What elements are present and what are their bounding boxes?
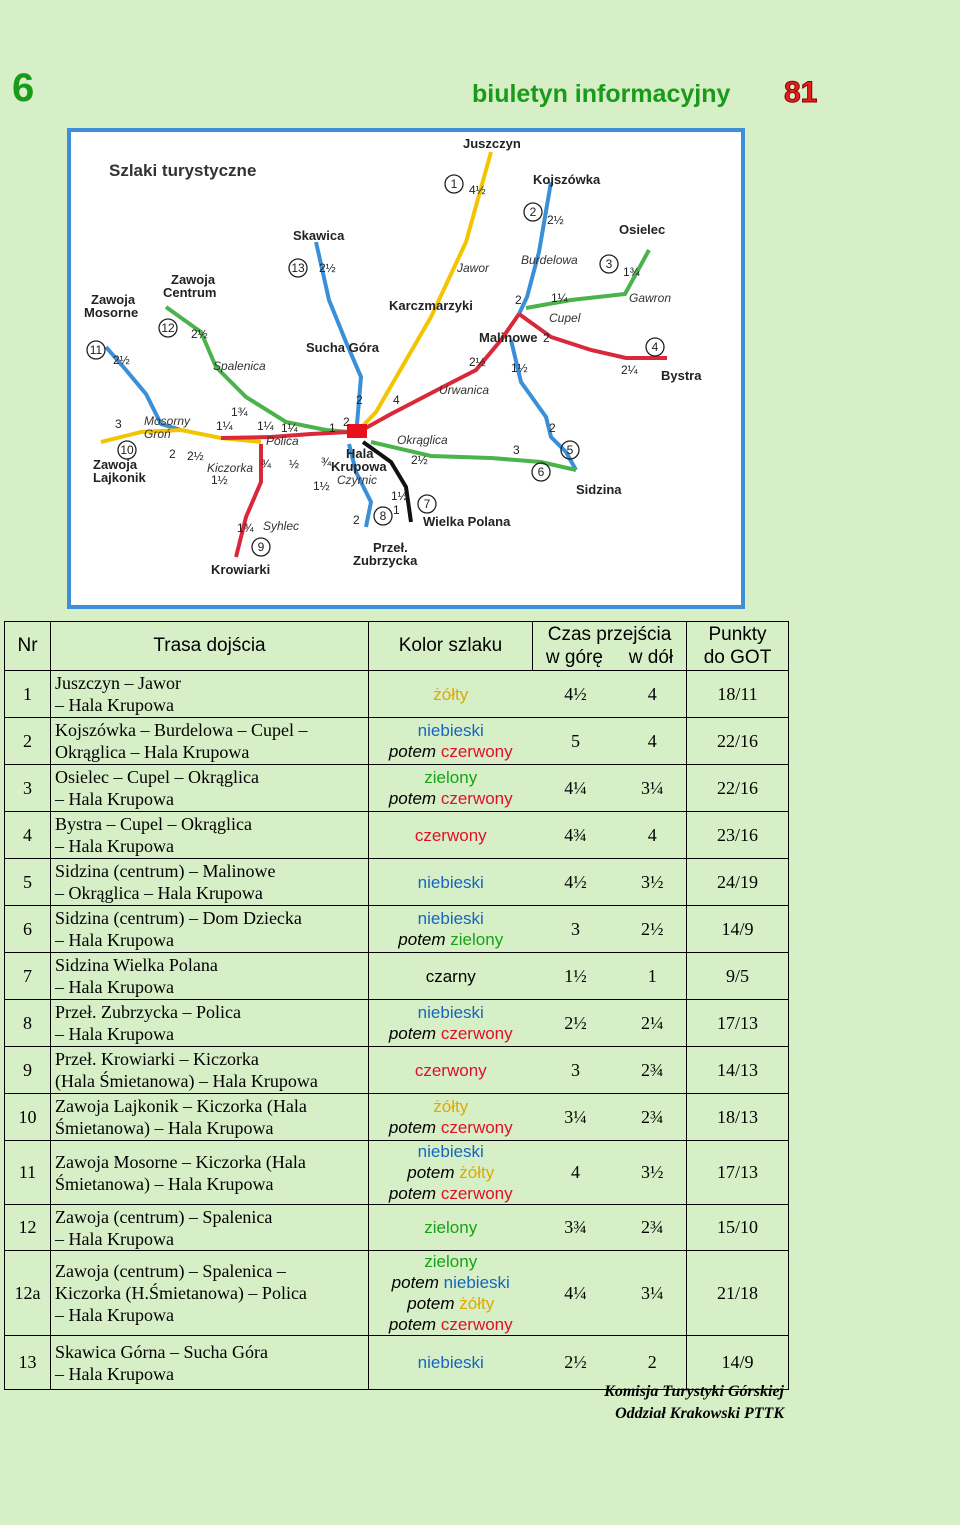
route-cell xyxy=(51,718,369,765)
trail-color-cell xyxy=(369,812,533,859)
map-marker-11: 11 xyxy=(89,343,103,357)
row-number: 8 xyxy=(5,1000,51,1047)
trail-color-name: czarny xyxy=(425,966,476,986)
map-time: 2½ xyxy=(187,449,204,463)
row-number: 7 xyxy=(5,953,51,1000)
trail-color-name: zielony xyxy=(450,930,504,949)
place-osielec: Osielec xyxy=(619,222,666,237)
place-bystra: Bystra xyxy=(661,368,702,383)
time-down: 3¼ xyxy=(619,1251,687,1336)
header-points-2: do GOT xyxy=(703,647,772,668)
time-down: 2¾ xyxy=(619,1094,687,1141)
map-marker-7: 7 xyxy=(423,497,431,511)
map-time: 1 xyxy=(329,421,336,435)
route-cell xyxy=(51,1336,369,1390)
row-number: 2 xyxy=(5,718,51,765)
route-line: Sidzina (centrum) – Malinowe xyxy=(55,861,276,881)
route-cell xyxy=(51,765,369,812)
place-kiczorka: Kiczorka xyxy=(207,461,254,475)
trail-color-entry xyxy=(369,1352,533,1373)
trail-color-entry xyxy=(369,966,533,987)
header-up: w górę xyxy=(545,647,603,668)
got-points: 21/18 xyxy=(687,1251,789,1336)
map-time: 1¼ xyxy=(257,419,274,433)
time-up: 4¼ xyxy=(533,765,619,812)
map-time: 1½ xyxy=(313,479,330,493)
header-nr: Nr xyxy=(5,622,51,671)
table-row xyxy=(5,1205,789,1251)
map-marker-13: 13 xyxy=(291,261,305,275)
map-time: 1½ xyxy=(211,473,228,487)
place-zawoja-mosorne-1: Zawoja xyxy=(91,292,136,307)
time-up: 3¼ xyxy=(533,1094,619,1141)
trail-color-name: niebieski xyxy=(417,909,484,928)
map-marker-10: 10 xyxy=(120,443,134,457)
header-points-1: Punkty xyxy=(708,624,767,645)
row-number: 9 xyxy=(5,1047,51,1094)
then-label: potem xyxy=(407,1294,460,1313)
place-jawor: Jawor xyxy=(457,261,490,275)
route-line: (Hala Śmietanowa) – Hala Krupowa xyxy=(55,1071,318,1091)
then-label: potem xyxy=(398,930,451,949)
trail-color-name: niebieski xyxy=(417,721,484,740)
trail-color-entry xyxy=(369,825,533,846)
header-down: w dół xyxy=(628,647,674,668)
table-row xyxy=(5,906,789,953)
got-points: 15/10 xyxy=(687,1205,789,1251)
trail-color-entry xyxy=(369,767,533,788)
place-okraglica: Okrąglica xyxy=(397,433,448,447)
place-juszczyn: Juszczyn xyxy=(463,136,521,151)
trail-map-graphic xyxy=(71,132,741,605)
trail-map xyxy=(67,128,745,609)
table-row xyxy=(5,1094,789,1141)
got-points: 18/11 xyxy=(687,671,789,718)
row-number: 4 xyxy=(5,812,51,859)
map-marker-2: 2 xyxy=(529,205,537,219)
route-line: Sidzina (centrum) – Dom Dziecka xyxy=(55,908,302,928)
trail-color-cell xyxy=(369,953,533,1000)
issue-number: 81 xyxy=(784,76,818,109)
footer-line-2: Oddział Krakowski PTTK xyxy=(615,1405,784,1422)
trail-color-cell xyxy=(369,765,533,812)
route-line: Skawica Górna – Sucha Góra xyxy=(55,1341,268,1362)
table-row xyxy=(5,1000,789,1047)
trail-color-name: niebieski xyxy=(417,1142,484,1161)
map-marker-4: 4 xyxy=(651,340,659,354)
place-czyrnic: Czyrnic xyxy=(337,473,378,487)
trail-red-bystra xyxy=(519,314,667,358)
got-points: 14/9 xyxy=(687,1336,789,1390)
trail-color-name: czerwony xyxy=(440,742,513,761)
then-label: potem xyxy=(388,1315,441,1334)
then-label: potem xyxy=(388,1118,441,1137)
route-line: – Hala Krupowa xyxy=(55,789,174,809)
trail-color-entry xyxy=(369,1293,533,1314)
map-time: 2½ xyxy=(191,327,208,341)
time-up: 2½ xyxy=(533,1336,619,1390)
header-points xyxy=(687,622,789,671)
map-time: 1¼ xyxy=(551,291,568,305)
map-marker-6: 6 xyxy=(537,465,545,479)
route-line: Zawoja Lajkonik – Kiczorka (Hala xyxy=(55,1096,307,1116)
map-time: ¾ xyxy=(321,455,332,469)
trail-color-entry xyxy=(369,872,533,893)
route-cell xyxy=(51,1000,369,1047)
route-cell xyxy=(51,1141,369,1205)
map-time: 2 xyxy=(515,293,522,307)
trail-color-cell xyxy=(369,906,533,953)
table-row xyxy=(5,859,789,906)
table-row xyxy=(5,1141,789,1205)
time-up: 3 xyxy=(533,906,619,953)
map-time: 2 xyxy=(343,415,350,429)
trail-color-name: zielony xyxy=(424,768,478,787)
place-przel-zubrzycka-2: Zubrzycka xyxy=(353,553,418,568)
place-cupel: Cupel xyxy=(549,311,581,325)
trail-color-cell xyxy=(369,859,533,906)
trail-color-name: czerwony xyxy=(440,1024,513,1043)
map-marker-12: 12 xyxy=(161,321,175,335)
trail-color-cell xyxy=(369,718,533,765)
trail-color-entry xyxy=(369,1217,533,1238)
trail-color-entry xyxy=(369,1060,533,1081)
table-row xyxy=(5,765,789,812)
header-route: Trasa dojścia xyxy=(51,622,369,671)
trail-color-cell xyxy=(369,1251,533,1336)
time-down: 3¼ xyxy=(619,765,687,812)
header-time xyxy=(533,622,687,671)
place-skawica: Skawica xyxy=(293,228,345,243)
route-line: – Hala Krupowa xyxy=(55,695,174,715)
table-row xyxy=(5,671,789,718)
trail-color-name: niebieski xyxy=(443,1273,510,1292)
table-row xyxy=(5,1047,789,1094)
trail-color-name: niebieski xyxy=(417,1003,484,1022)
got-points: 17/13 xyxy=(687,1000,789,1047)
place-sidzina: Sidzina xyxy=(576,482,622,497)
trail-color-name: niebieski xyxy=(417,872,484,892)
place-spalenica: Spalenica xyxy=(213,359,266,373)
map-time: 1¼ xyxy=(216,419,233,433)
trail-color-cell xyxy=(369,1094,533,1141)
trail-color-entry xyxy=(369,1117,533,1138)
got-points: 22/16 xyxy=(687,718,789,765)
map-time: 1¾ xyxy=(623,265,640,279)
map-time: 2½ xyxy=(547,213,564,227)
map-time: 2½ xyxy=(319,261,336,275)
trail-color-name: czerwony xyxy=(440,1118,513,1137)
place-zawoja-mosorne-2: Mosorne xyxy=(84,305,139,320)
trail-color-name: czerwony xyxy=(440,1315,513,1334)
route-cell xyxy=(51,859,369,906)
trail-color-name: czerwony xyxy=(440,789,513,808)
bulletin-title: biuletyn informacyjny xyxy=(472,80,731,108)
then-label: potem xyxy=(388,1024,441,1043)
time-up: 4 xyxy=(533,1141,619,1205)
trail-color-entry xyxy=(369,1162,533,1183)
time-down: 4 xyxy=(619,671,687,718)
table-row xyxy=(5,953,789,1000)
place-mosorny-1: Mosorny xyxy=(144,414,191,428)
route-line: Zawoja (centrum) – Spalenica xyxy=(55,1206,273,1227)
trail-color-name: niebieski xyxy=(417,1353,484,1372)
then-label: potem xyxy=(388,1184,441,1203)
trail-color-entry xyxy=(369,1002,533,1023)
trail-color-name: żółty xyxy=(459,1294,495,1313)
trail-color-name: czerwony xyxy=(414,1060,487,1080)
route-cell xyxy=(51,671,369,718)
got-points: 22/16 xyxy=(687,765,789,812)
got-points: 14/9 xyxy=(687,906,789,953)
route-line: Zawoja (centrum) – Spalenica – xyxy=(55,1261,286,1281)
map-time: 2½ xyxy=(469,355,486,369)
time-down: 2 xyxy=(619,1336,687,1390)
map-time: 1¾ xyxy=(237,521,254,535)
time-up: 2½ xyxy=(533,1000,619,1047)
got-points: 24/19 xyxy=(687,859,789,906)
place-zawoja-lajkonik-1: Zawoja xyxy=(93,457,138,472)
trail-color-entry xyxy=(369,1023,533,1044)
map-time: 2½ xyxy=(113,353,130,367)
trail-color-cell xyxy=(369,1141,533,1205)
place-wielka-polana: Wielka Polana xyxy=(423,514,511,529)
route-cell xyxy=(51,1205,369,1251)
place-kojszowka: Kojszówka xyxy=(533,172,601,187)
route-line: – Hala Krupowa xyxy=(55,1363,174,1384)
route-line: Kiczorka (H.Śmietanowa) – Polica xyxy=(55,1283,307,1303)
place-hala-krupowa-2: Krupowa xyxy=(331,459,387,474)
route-line: Śmietanowa) – Hala Krupowa xyxy=(55,1118,274,1138)
map-time: 1 xyxy=(393,503,400,517)
row-number: 5 xyxy=(5,859,51,906)
table-row xyxy=(5,812,789,859)
place-zawoja-centrum-2: Centrum xyxy=(163,285,217,300)
time-down: 2¼ xyxy=(619,1000,687,1047)
map-time: ¾ xyxy=(261,457,272,471)
trail-color-entry xyxy=(369,908,533,929)
route-line: – Hala Krupowa xyxy=(55,836,174,856)
time-down: 2¾ xyxy=(619,1205,687,1251)
trail-color-name: żółty xyxy=(433,1097,469,1116)
then-label: potem xyxy=(407,1163,460,1182)
time-up: 1½ xyxy=(533,953,619,1000)
place-zawoja-centrum-1: Zawoja xyxy=(171,272,216,287)
trail-color-entry xyxy=(369,929,533,950)
row-number: 11 xyxy=(5,1141,51,1205)
time-up: 4½ xyxy=(533,671,619,718)
route-line: Osielec – Cupel – Okrąglica xyxy=(55,767,259,787)
map-time: 1¼ xyxy=(281,421,298,435)
trail-color-entry xyxy=(369,1183,533,1204)
trail-color-cell xyxy=(369,1000,533,1047)
trail-color-cell xyxy=(369,1205,533,1251)
trail-color-name: zielony xyxy=(424,1252,478,1271)
route-cell xyxy=(51,953,369,1000)
place-przel-zubrzycka-1: Przeł. xyxy=(373,540,408,555)
route-line: Sidzina Wielka Polana xyxy=(55,955,218,975)
map-time: 2 xyxy=(353,513,360,527)
time-up: 3 xyxy=(533,1047,619,1094)
map-marker-8: 8 xyxy=(379,509,387,523)
trail-color-name: czerwony xyxy=(414,825,487,845)
header-color: Kolor szlaku xyxy=(369,622,533,671)
trail-color-entry xyxy=(369,684,533,705)
map-time: 2 xyxy=(169,447,176,461)
route-line: – Okrąglica – Hala Krupowa xyxy=(55,883,263,903)
time-up: 4¾ xyxy=(533,812,619,859)
row-number: 12 xyxy=(5,1205,51,1251)
page-number: 6 xyxy=(12,66,35,110)
route-cell xyxy=(51,1094,369,1141)
map-time: 3 xyxy=(513,443,520,457)
route-line: – Hala Krupowa xyxy=(55,977,174,997)
row-number: 1 xyxy=(5,671,51,718)
trail-color-entry xyxy=(369,1272,533,1293)
place-syhlec: Syhlec xyxy=(263,519,300,533)
route-line: Przeł. Zubrzycka – Polica xyxy=(55,1002,241,1022)
time-down: 1 xyxy=(619,953,687,1000)
map-time: 2 xyxy=(543,331,550,345)
place-gawron: Gawron xyxy=(629,291,672,305)
map-time: 1½ xyxy=(511,361,528,375)
trail-table xyxy=(4,621,789,1390)
map-time: ½ xyxy=(289,457,300,471)
then-label: potem xyxy=(388,789,441,808)
place-malinowe: Malinowe xyxy=(479,330,538,345)
place-zawoja-lajkonik-2: Lajkonik xyxy=(93,470,146,485)
footer-credit xyxy=(560,1381,784,1425)
place-hala-krupowa-1: Hala xyxy=(346,446,374,461)
map-marker-3: 3 xyxy=(605,257,613,271)
time-down: 2¾ xyxy=(619,1047,687,1094)
route-line: Juszczyn – Jawor xyxy=(55,673,181,693)
place-urwanica: Urwanica xyxy=(439,383,490,397)
trail-color-entry xyxy=(369,1314,533,1335)
table-row xyxy=(5,718,789,765)
route-line: Kojszówka – Burdelowa – Cupel – xyxy=(55,720,308,740)
got-points: 17/13 xyxy=(687,1141,789,1205)
trail-color-name: zielony xyxy=(424,1218,478,1237)
route-line: – Hala Krupowa xyxy=(55,930,174,950)
time-down: 4 xyxy=(619,812,687,859)
map-time: 4 xyxy=(393,393,400,407)
got-points: 14/13 xyxy=(687,1047,789,1094)
got-points: 9/5 xyxy=(687,953,789,1000)
trail-color-entry xyxy=(369,1096,533,1117)
got-points: 23/16 xyxy=(687,812,789,859)
route-line: Bystra – Cupel – Okrąglica xyxy=(55,814,252,834)
trail-color-cell xyxy=(369,1336,533,1390)
row-number: 12a xyxy=(5,1251,51,1336)
trail-color-name: żółty xyxy=(433,684,469,704)
map-time: 2¼ xyxy=(621,363,638,377)
place-karczmarzyki: Karczmarzyki xyxy=(389,298,473,313)
trail-color-entry xyxy=(369,1141,533,1162)
map-marker-5: 5 xyxy=(566,443,574,457)
then-label: potem xyxy=(391,1273,444,1292)
route-cell xyxy=(51,906,369,953)
map-time: 4½ xyxy=(469,183,486,197)
map-marker-1: 1 xyxy=(450,177,458,191)
trail-blue-kojszowka xyxy=(519,182,551,314)
route-line: – Hala Krupowa xyxy=(55,1305,174,1325)
trail-color-name: czerwony xyxy=(440,1184,513,1203)
got-points: 18/13 xyxy=(687,1094,789,1141)
place-krowiarki: Krowiarki xyxy=(211,562,271,577)
trail-color-cell xyxy=(369,671,533,718)
trail-color-name: żółty xyxy=(459,1163,495,1182)
time-down: 2½ xyxy=(619,906,687,953)
trail-color-entry xyxy=(369,788,533,809)
trail-color-entry xyxy=(369,741,533,762)
hub-marker xyxy=(347,424,367,438)
time-up: 4¼ xyxy=(533,1251,619,1336)
place-mosorny-2: Groń xyxy=(144,427,171,441)
trail-color-cell xyxy=(369,1047,533,1094)
time-down: 4 xyxy=(619,718,687,765)
row-number: 3 xyxy=(5,765,51,812)
map-time: 2½ xyxy=(411,453,428,467)
then-label: potem xyxy=(388,742,441,761)
time-up: 3¾ xyxy=(533,1205,619,1251)
map-time: 1¾ xyxy=(231,405,248,419)
time-down: 3½ xyxy=(619,859,687,906)
route-cell xyxy=(51,1251,369,1336)
row-number: 13 xyxy=(5,1336,51,1390)
map-time: 1½ xyxy=(391,489,408,503)
route-line: – Hala Krupowa xyxy=(55,1024,174,1044)
map-title: Szlaki turystyczne xyxy=(109,161,257,180)
time-down: 3½ xyxy=(619,1141,687,1205)
header-time-label: Czas przejścia xyxy=(547,624,672,645)
map-time: 3 xyxy=(115,417,122,431)
route-line: Okrąglica – Hala Krupowa xyxy=(55,742,250,762)
map-marker-9: 9 xyxy=(257,540,265,554)
trail-color-entry xyxy=(369,1251,533,1272)
place-polica: Polica xyxy=(266,434,299,448)
map-time: 2 xyxy=(549,421,556,435)
map-time: 2 xyxy=(356,393,363,407)
row-number: 6 xyxy=(5,906,51,953)
route-cell xyxy=(51,1047,369,1094)
route-line: Śmietanowa) – Hala Krupowa xyxy=(55,1173,274,1194)
time-up: 4½ xyxy=(533,859,619,906)
place-burdelowa: Burdelowa xyxy=(521,253,578,267)
route-line: Przeł. Krowiarki – Kiczorka xyxy=(55,1049,259,1069)
route-line: Zawoja Mosorne – Kiczorka (Hala xyxy=(55,1151,306,1172)
trail-color-entry xyxy=(369,720,533,741)
footer-line-1: Komisja Turystyki Górskiej xyxy=(604,1383,784,1400)
route-cell xyxy=(51,812,369,859)
route-line: – Hala Krupowa xyxy=(55,1228,174,1249)
place-sucha-gora: Sucha Góra xyxy=(306,340,379,355)
table-row xyxy=(5,1251,789,1336)
row-number: 10 xyxy=(5,1094,51,1141)
time-up: 5 xyxy=(533,718,619,765)
